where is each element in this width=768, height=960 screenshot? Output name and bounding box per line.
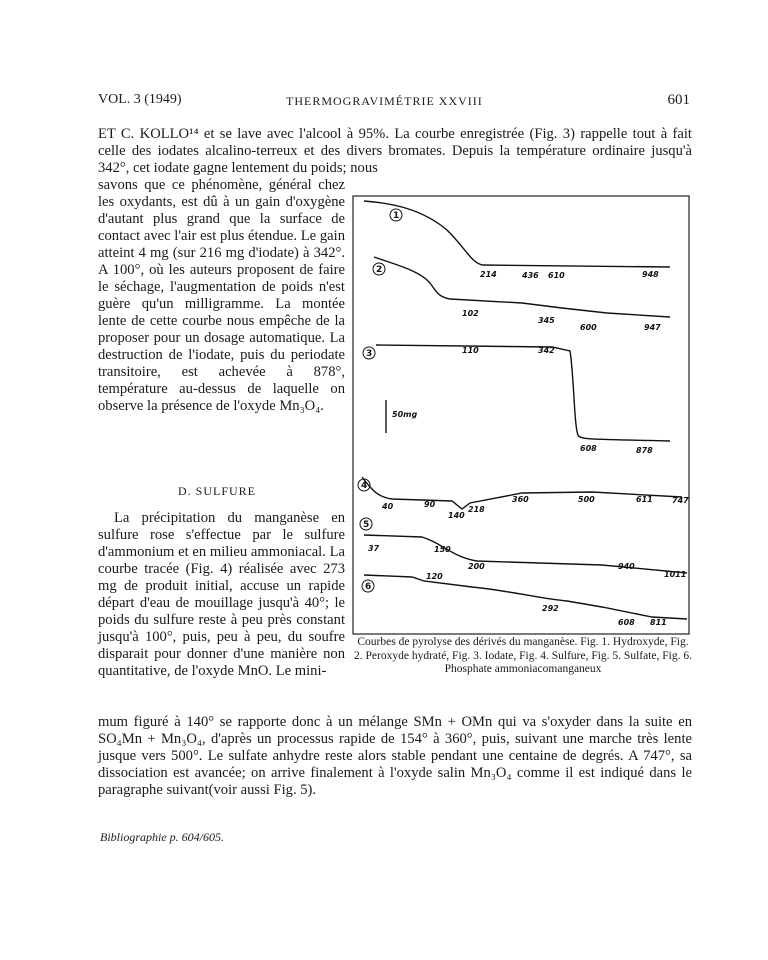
temp-label: 947 (644, 323, 661, 332)
temp-label: 345 (538, 316, 555, 325)
curve-5-labels (368, 544, 686, 579)
curve-6-number: 6 (365, 582, 372, 592)
temp-label: 811 (650, 618, 667, 627)
temp-label: 292 (542, 604, 559, 613)
curve-5 (364, 535, 687, 573)
temp-label: 342 (538, 346, 555, 355)
temp-label: 40 (382, 502, 394, 511)
temp-label: 37 (368, 544, 380, 553)
journal-section-title: THERMOGRAVIMÉTRIE XXVIII (286, 94, 483, 108)
pyrolysis-curves-figure (352, 195, 690, 635)
curve-1-number: 1 (393, 211, 400, 221)
curve-2-labels (462, 309, 661, 332)
temp-label: 436 (522, 271, 539, 280)
temp-label: 120 (426, 572, 443, 581)
curve-3 (376, 345, 670, 441)
curve-1-labels (480, 270, 659, 280)
curve-1 (364, 201, 670, 267)
temp-label: 611 (636, 495, 653, 504)
temp-label: 110 (462, 346, 479, 355)
curve-6 (364, 575, 687, 619)
paragraph-intro: ET C. KOLLO¹⁴ et se lave avec l'alcool à 95%. La courbe enregistrée (Fig. 3) rappelle tout à fait celle des iodates alcalino-terreux et des divers bromates. Depuis la température ordinaire jusqu'à 342°, cet iodate gagne lentement du poids; nous (98, 126, 692, 176)
curve-4 (362, 477, 682, 509)
bibliography-note: Bibliographie p. 604/605. (100, 830, 224, 844)
page-number: 601 (667, 92, 690, 108)
temp-label: 140 (448, 511, 465, 520)
temp-label: 214 (480, 270, 497, 279)
curve-4-labels (381, 495, 689, 520)
temp-label: 878 (636, 446, 653, 455)
temp-label: 90 (424, 500, 436, 509)
temp-label: 608 (580, 444, 597, 453)
curve-5-number: 5 (363, 520, 370, 530)
temp-label: 200 (468, 562, 485, 571)
scale-label: 50mg (392, 410, 418, 419)
curve-4-number: 4 (361, 481, 368, 491)
temp-label: 608 (618, 618, 635, 627)
section-heading: D. SULFURE (178, 484, 257, 498)
curve-3-labels (462, 346, 653, 455)
temp-label: 500 (578, 495, 595, 504)
temp-label: 102 (462, 309, 479, 318)
temp-label: 948 (642, 270, 659, 279)
curve-6-labels (426, 572, 667, 627)
curve-2-number: 2 (376, 265, 383, 275)
paragraph-iodate: savons que ce phénomène, général chez les oxydants, est dû à un gain d'oxygène d'autant plus grand que la surface de contact avec l'air est plus étendue. Le gain atteint 4 mg (sur 216 mg d'iodate) à 342°. A 100°, où les auteurs proposent de faire le séchage, l'augmentation de poids n'est guère qu'un milligramme. La montée lente de cette courbe nous empêche de la proposer pour un dosage automatique. La destruction de l'iodate, puis du periodate transitoire, est achevée à 878°, température au-dessus de laquelle on observe la présence de l'oxyde Mn₃O₄. (98, 177, 345, 414)
temp-label: 940 (618, 562, 635, 571)
temp-label: 600 (580, 323, 597, 332)
temp-label: 1011 (664, 570, 687, 579)
figure-caption: Courbes de pyrolyse des dérivés du manganèse. Fig. 1. Hydroxyde, Fig. 2. Peroxyde hydraté, Fig. 3. Iodate, Fig. 4. Sulfure, Fig. 5. Sulfate, Fig. 6. Phosphate ammoniacomanganeux (354, 636, 692, 675)
temp-label: 218 (468, 505, 485, 514)
temp-label: 747 (672, 496, 689, 505)
temp-label: 360 (512, 495, 529, 504)
temp-label: 150 (434, 545, 451, 554)
running-header (98, 92, 690, 110)
curve-3-number: 3 (366, 349, 373, 359)
volume-info: VOL. 3 (1949) (98, 92, 182, 107)
paragraph-sulfure: La précipitation du manganèse en sulfure rose s'effectue par le sulfure d'ammonium et en milieu ammoniacal. La courbe tracée (Fig. 4) réalisée avec 273 mg de produit initial, accuse un rapide départ d'eau de mouillage jusqu'à 40°; le poids du sulfure reste à peu près constant jusqu'à 100°, puis, peu à peu, du soufre disparait pour donner d'une manière non quantitative, de l'oxyde MnO. Le mini- (98, 510, 345, 679)
paragraph-sulfure-cont: mum figuré à 140° se rapporte donc à un mélange SMn + OMn qui va s'oxyder dans la suite en SO₄Mn + Mn₃O₄, d'après un processus rapide de 154° à 360°, puis, suivant une marche très lente jusque vers 500°. Le sulfate anhydre reste alors stable pendant une centaine de degrés. A 747°, sa dissociation est avancée; on arrive finalement à l'oxyde salin Mn₃O₄ comme il est indiqué dans le paragraphe suivant(voir aussi Fig. 5). (98, 714, 692, 798)
temp-label: 610 (548, 271, 565, 280)
